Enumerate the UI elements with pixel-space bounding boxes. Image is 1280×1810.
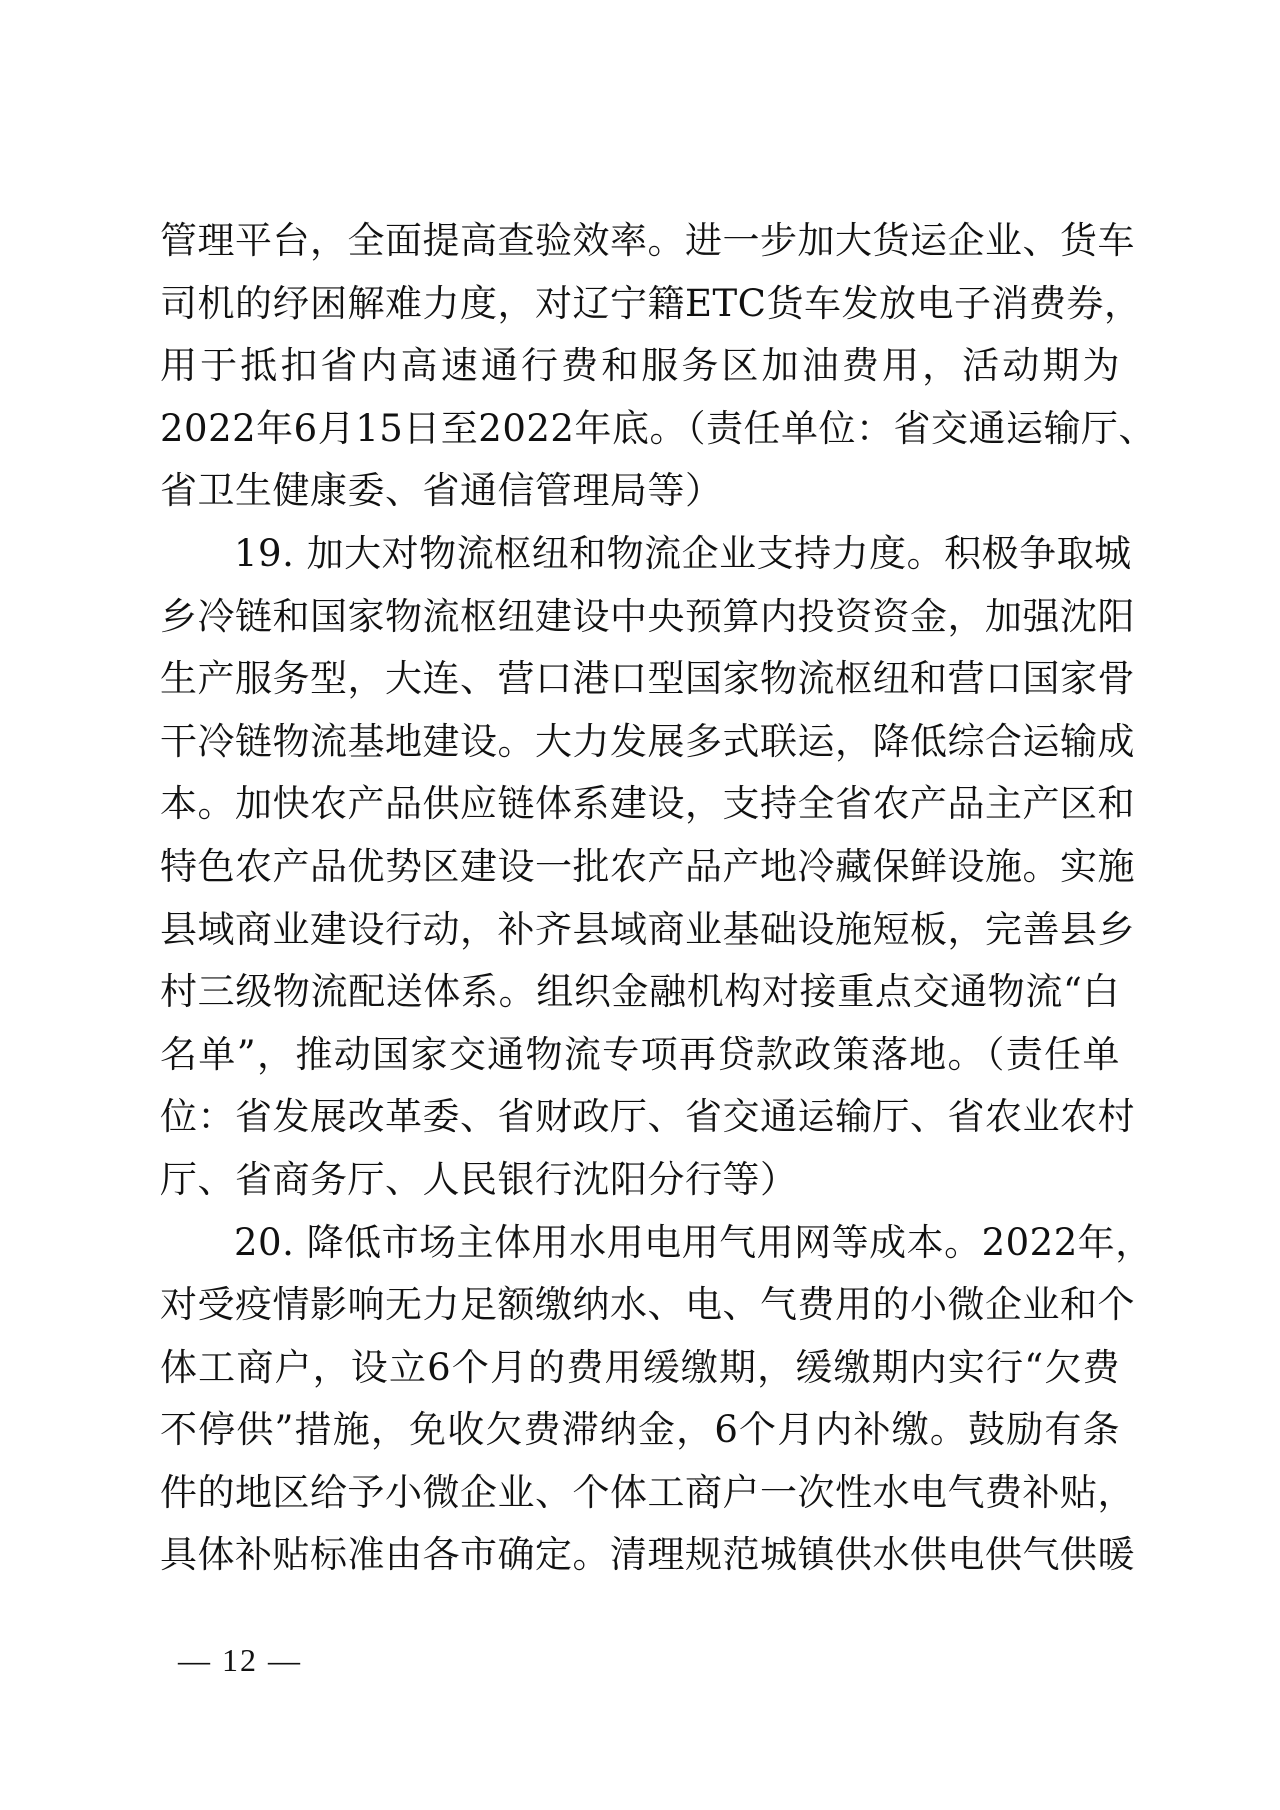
text-line: 体工商户，设立6个月的费用缓缴期，缓缴期内实行“欠费: [160, 1345, 1120, 1389]
text-line: 具体补贴标准由各市确定。清理规范城镇供水供电供气供暖: [160, 1533, 1135, 1577]
text-line: 2022年6月15日至2022年底。（责任单位：省交通运输厅、: [160, 406, 1156, 450]
text-line: 位：省发展改革委、省财政厅、省交通运输厅、省农业农村: [160, 1095, 1135, 1139]
paragraph-19-heading-line: 19. 加大对物流枢纽和物流企业支持力度。积极争取城: [234, 531, 1132, 575]
text-line: 干冷链物流基地建设。大力发展多式联运，降低综合运输成: [160, 719, 1135, 763]
text-line: 省卫生健康委、省通信管理局等）: [160, 469, 723, 513]
text-line: 本。加快农产品供应链体系建设，支持全省农产品主产区和: [160, 782, 1135, 826]
text-line: 用于抵扣省内高速通行费和服务区加油费用，活动期为: [160, 344, 1120, 388]
text-line: 乡冷链和国家物流枢纽建设中央预算内投资资金，加强沈阳: [160, 594, 1135, 638]
text-line: 不停供”措施，免收欠费滞纳金，6个月内补缴。鼓励有条: [160, 1408, 1120, 1452]
text-line: 县域商业建设行动，补齐县域商业基础设施短板，完善县乡: [160, 907, 1135, 951]
body-text: [160, 210, 1156, 1587]
paragraph-20-heading-line: 20. 降低市场主体用水用电用气用网等成本。2022年，: [234, 1220, 1153, 1264]
text-line: 生产服务型，大连、营口港口型国家物流枢纽和营口国家骨: [160, 657, 1135, 701]
text-line: 特色农产品优势区建设一批农产品产地冷藏保鲜设施。实施: [160, 844, 1135, 888]
text-line: 厅、省商务厅、人民银行沈阳分行等）: [160, 1157, 798, 1201]
text-line: 件的地区给予小微企业、个体工商户一次性水电气费补贴，: [160, 1470, 1135, 1514]
page-number: — 12 —: [178, 1642, 302, 1678]
text-line: 村三级物流配送体系。组织金融机构对接重点交通物流“白: [160, 970, 1120, 1014]
text-line: 管理平台，全面提高查验效率。进一步加大货运企业、货车: [160, 219, 1135, 262]
text-line: 对受疫情影响无力足额缴纳水、电、气费用的小微企业和个: [160, 1283, 1135, 1327]
text-line: 名单”，推动国家交通物流专项再贷款政策落地。（责任单: [160, 1032, 1120, 1076]
text-line: 司机的纾困解难力度，对辽宁籍ETC货车发放电子消费券，: [160, 281, 1142, 325]
